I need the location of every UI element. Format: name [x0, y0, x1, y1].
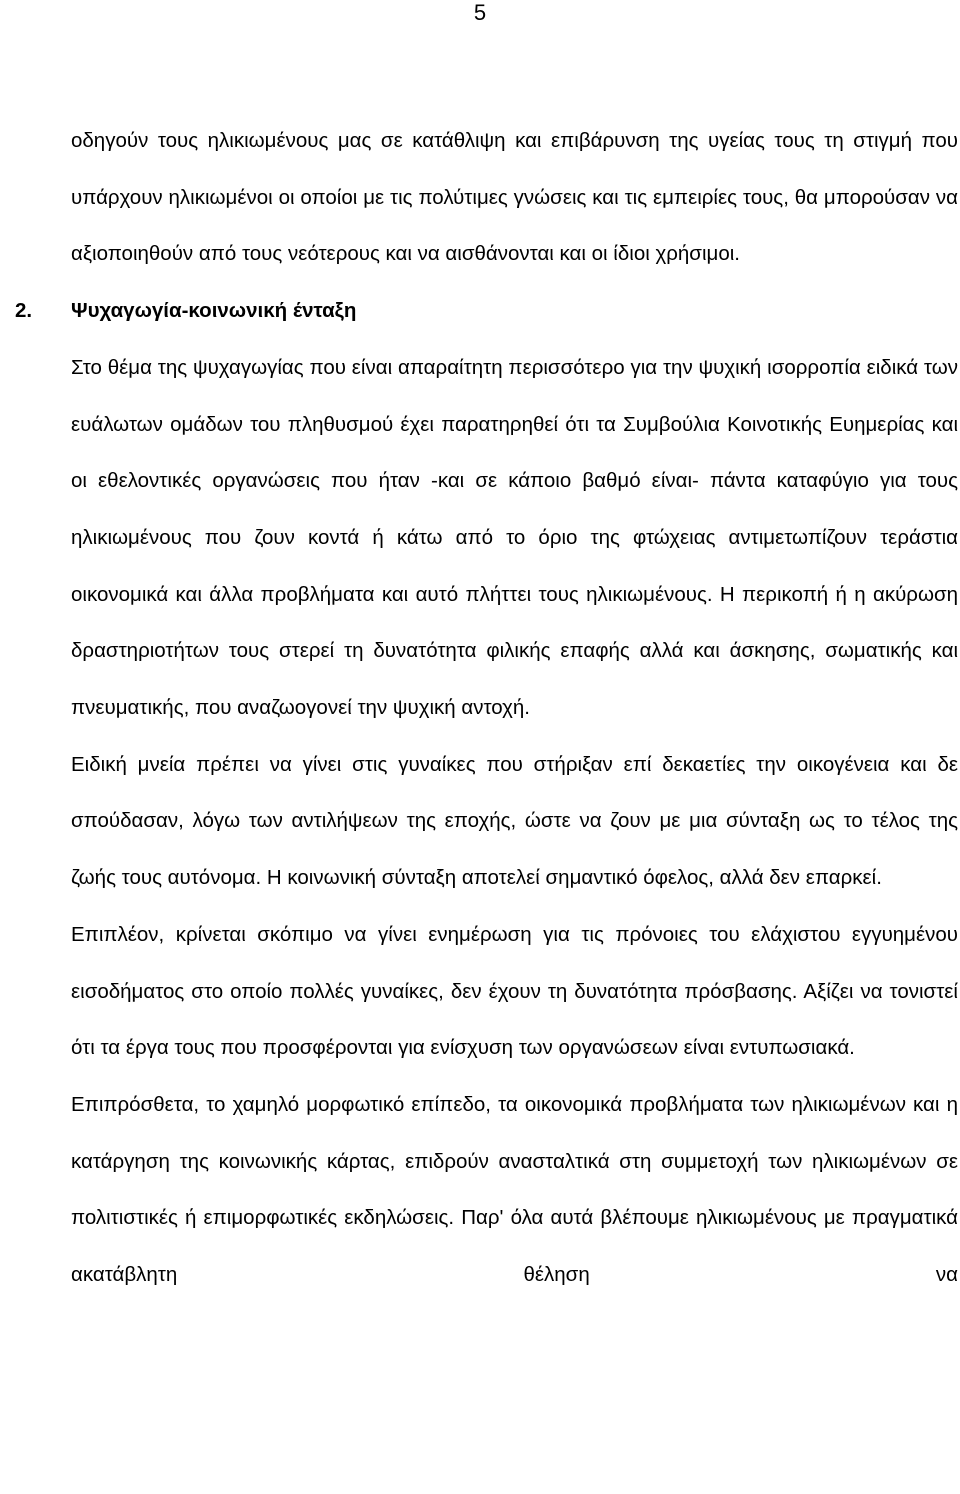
paragraph-3: Επιπλέον, κρίνεται σκόπιμο να γίνει ενημέρωση για τις πρόνοιες του ελάχιστου εγγυημένου εισοδήματος στο οποίο πολλές γυναίκες, δεν έχουν τη δυνατότητα πρόσβασης. Αξίζει να τονιστεί ότι τα έργα τους που προσφέρονται για ενίσχυση των οργανώσεων είναι εντυπωσιακά.	[71, 922, 958, 1060]
paragraph-intro: οδηγούν τους ηλικιωμένους μας σε κατάθλιψη και επιβάρυνση της υγείας τους τη στιγμή που υπάρχουν ηλικιωμένοι οι οποίοι με τις πολύτιμες γνώσεις και τις εμπειρίες τους, θα μπορούσαν να αξιοποιηθούν από τους νεότερους και να αισθάνονται και οι ίδιοι χρήσιμοι.	[71, 129, 958, 266]
section-number: 2.	[15, 299, 33, 323]
page-number: 5	[473, 0, 487, 25]
paragraph-1: Στο θέμα της ψυχαγωγίας που είναι απαραίτητη περισσότερο για την ψυχική ισορροπία ειδικά των ευάλωτων ομάδων του πληθυσμού έχει παρατηρηθεί ότι τα Συμβούλια Κοινοτικής Ευημερίας και οι εθελοντικές οργανώσεις που ήταν -και σε κάποιο βαθμό είναι- πάντα καταφύγιο για τους ηλικιωμένους που ζουν κοντά ή κάτω από το όριο της φτώχειας αντιμετωπίζουν τεράστια οικονομικά και άλλα προβλήματα και αυτό πλήττει τους ηλικιωμένους. Η περικοπή ή η ακύρωση δραστηριοτήτων τους στερεί τη δυνατότητα φιλικής επαφής αλλά και άσκησης, σωματικής και πνευματικής, που αναζωογονεί την ψυχική αντοχή.	[71, 355, 958, 720]
paragraph-4: Επιπρόσθετα, το χαμηλό μορφωτικό επίπεδο, τα οικονομικά προβλήματα των ηλικιωμένων και η κατάργηση της κοινωνικής κάρτας, επιδρούν ανασταλτικά στη συμμετοχή των ηλικιωμένων σε πολιτιστικές ή επιμορφωτικές εκδηλώσεις. Παρ' όλα αυτά βλέπουμε ηλικιωμένους με πραγματικά ακατάβλητη θέληση να	[71, 1092, 958, 1287]
section-title: Ψυχαγωγία-κοινωνική ένταξη	[71, 299, 357, 323]
paragraph-2: Ειδική μνεία πρέπει να γίνει στις γυναίκες που στήριξαν επί δεκαετίες την οικογένεια και δε σπούδασαν, λόγω των αντιλήψεων της εποχής, ώστε να ζουν με μια σύνταξη ως το τέλος της ζωής τους αυτόνομα. Η κοινωνική σύνταξη αποτελεί σημαντικό όφελος, αλλά δεν επαρκεί.	[71, 752, 958, 890]
section-heading	[15, 283, 958, 340]
document-body	[15, 113, 958, 1304]
